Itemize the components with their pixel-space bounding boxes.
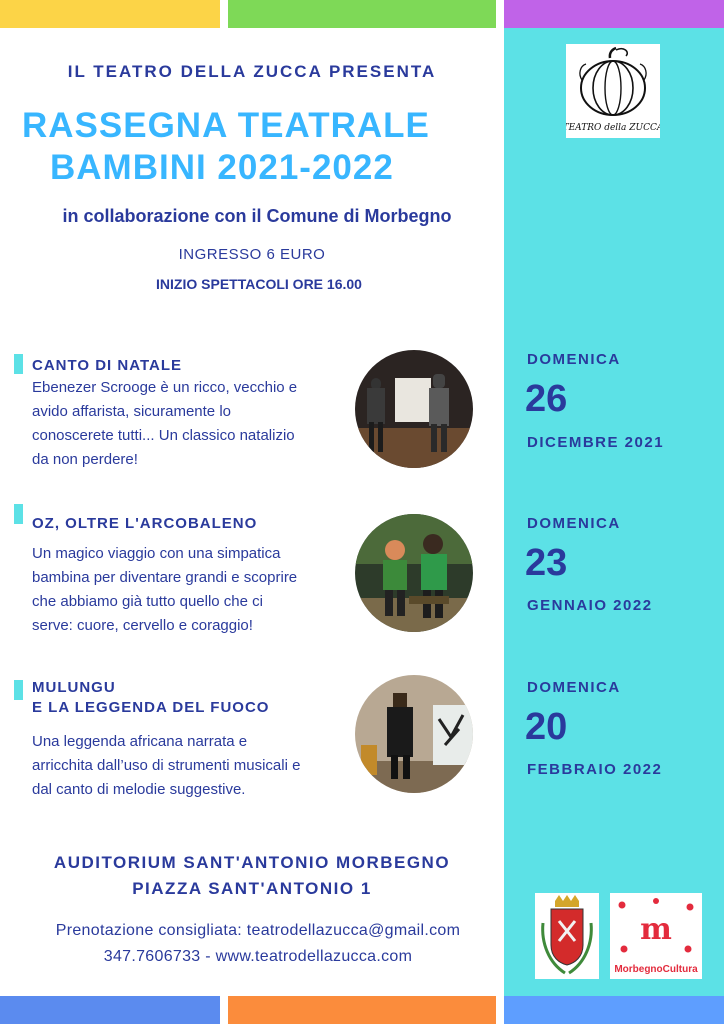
show-weekday: DOMENICA	[527, 515, 621, 532]
show-weekday: DOMENICA	[527, 351, 621, 368]
show-description: Una leggenda africana narrata e arricchita dall’uso di strumenti musicali e dal canto di melodie suggestive.	[32, 733, 301, 798]
top-bar-yellow	[0, 0, 220, 28]
show-month-year: DICEMBRE 2021	[527, 434, 665, 451]
venue-name: AUDITORIUM SANT'ANTONIO MORBEGNO	[53, 853, 451, 872]
bottom-bar-lightblue	[504, 996, 724, 1024]
show-date-number: 26	[525, 378, 568, 420]
venue-address: PIAZZA SANT'ANTONIO 1	[132, 879, 372, 898]
main-title-line2: BAMBINI 2021-2022	[50, 148, 394, 187]
show-photo-canto-di-natale	[355, 350, 473, 468]
top-bar-purple	[504, 0, 724, 28]
morbegno-cultura-label: MorbegnoCultura	[614, 964, 698, 975]
teatro-zucca-logo	[566, 44, 660, 138]
collaboration-subtitle: in collaborazione con il Comune di Morbegno	[62, 206, 452, 226]
presenta-heading: IL TEATRO DELLA ZUCCA PRESENTA	[67, 62, 437, 81]
svg-text:TEATRO della ZUCCA: TEATRO della ZUCCA	[566, 123, 660, 133]
booking-info: Prenotazione consigliata: teatrodellazucca@gmail.com	[55, 922, 461, 939]
crest-icon	[535, 893, 599, 979]
show-marker	[14, 504, 23, 524]
show-date-number: 20	[525, 706, 568, 748]
show-description: Un magico viaggio con una simpatica bambina per diventare grandi e scoprire che abbiamo già tutto quello che ci serve: cuore, cervello e coraggio!	[32, 545, 298, 634]
show-marker	[14, 680, 23, 700]
main-title-line1: RASSEGNA TEATRALE	[22, 106, 430, 145]
phone-and-website: 347.7606733 - www.teatrodellazucca.com	[103, 948, 413, 965]
show-photo-mulungu	[355, 675, 473, 793]
show-start-time: INIZIO SPETTACOLI ORE 16.00	[156, 276, 362, 292]
show-month-year: FEBBRAIO 2022	[527, 761, 663, 778]
morbegno-cultura-icon	[610, 893, 702, 963]
morbegno-crest-logo	[535, 893, 599, 979]
show-date-number: 23	[525, 542, 568, 584]
show-month-year: GENNAIO 2022	[527, 597, 653, 614]
show-photo-oz	[355, 514, 473, 632]
svg-text:m: m	[640, 912, 672, 947]
morbegno-cultura-logo	[610, 893, 702, 979]
bottom-bar-blue	[0, 996, 220, 1024]
ticket-price: INGRESSO 6 EURO	[178, 246, 326, 263]
show-title: OZ, OLTRE L'ARCOBALENO	[32, 515, 258, 532]
top-bar-green	[228, 0, 496, 28]
show-weekday: DOMENICA	[527, 679, 621, 696]
show-title: CANTO DI NATALE	[32, 357, 182, 374]
bottom-bar-orange	[228, 996, 496, 1024]
show-title: MULUNGU E LA LEGGENDA DEL FUOCO	[32, 679, 270, 716]
show-marker	[14, 354, 23, 374]
date-sidebar	[504, 28, 724, 996]
pumpkin-icon	[566, 44, 660, 138]
show-description: Ebenezer Scrooge è un ricco, vecchio e avido affarista, sicuramente lo conoscerete tutti... Un classico natalizio da non perdere!	[32, 379, 298, 468]
